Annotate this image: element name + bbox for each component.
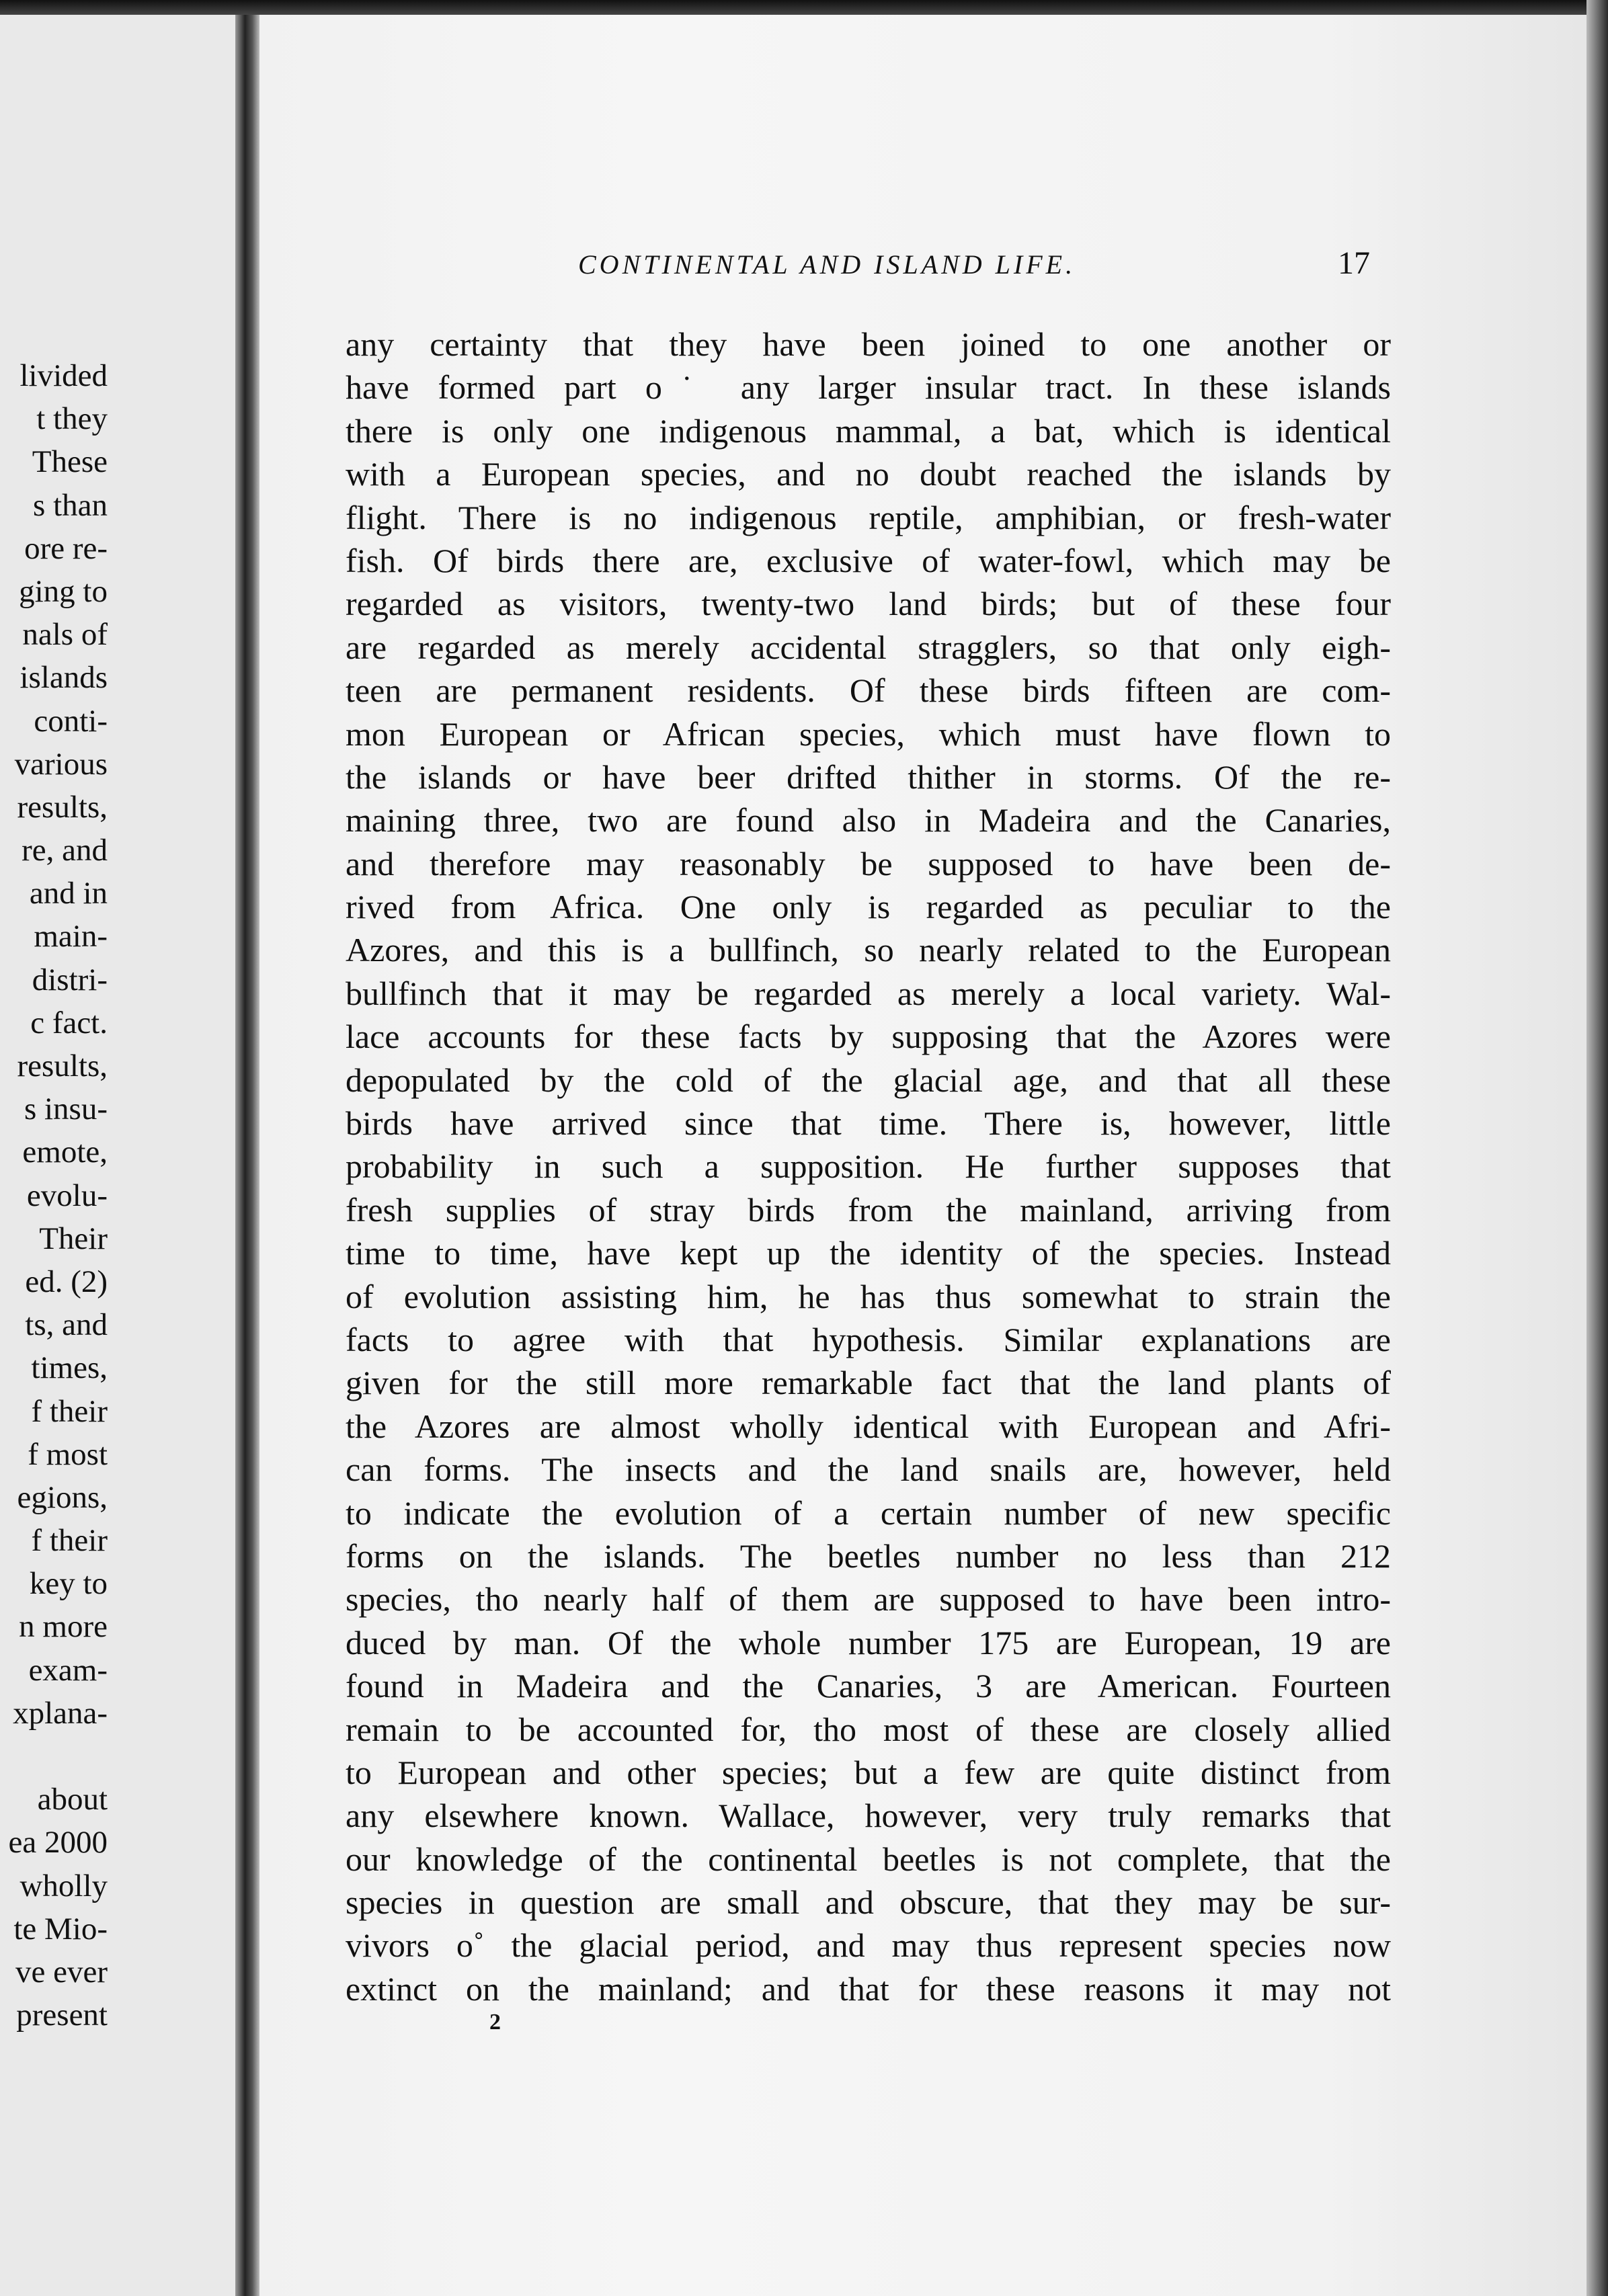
left-page-line: times, bbox=[31, 1350, 108, 1386]
left-page-line: ve ever bbox=[15, 1954, 108, 1990]
body-line: forms on the islands. The beetles number no less than 212 bbox=[346, 1536, 1391, 1575]
body-line: time to time, have kept up the identity of the species. Instead bbox=[346, 1234, 1391, 1272]
body-line: given for the still more remarkable fact that the land plants of bbox=[346, 1364, 1391, 1402]
body-line: species, tho nearly half of them are supposed to have been intro- bbox=[346, 1580, 1391, 1618]
left-page-line: s insu- bbox=[24, 1092, 108, 1127]
left-page-line: about bbox=[37, 1782, 108, 1817]
body-line: any certainty that they have been joined to one another or bbox=[346, 325, 1391, 363]
body-line: mon European or African species, which must have flown to bbox=[346, 714, 1391, 753]
page-number: 17 bbox=[1338, 245, 1370, 281]
body-line: fresh supplies of stray birds from the mainland, arriving from bbox=[346, 1190, 1391, 1229]
body-line: duced by man. Of the whole number 175 are European, 19 are bbox=[346, 1623, 1391, 1662]
body-line: rived from Africa. One only is regarded as peculiar to the bbox=[346, 888, 1391, 926]
body-line: facts to agree with that hypothesis. Similar explanations are bbox=[346, 1320, 1391, 1358]
body-text bbox=[346, 323, 1391, 2010]
body-line: species in question are small and obscure, that they may be sur- bbox=[346, 1883, 1391, 1922]
body-line: of evolution assisting him, he has thus somewhat to strain the bbox=[346, 1277, 1391, 1315]
signature-mark: 2 bbox=[489, 2010, 501, 2035]
left-page-line: key to bbox=[29, 1566, 108, 1602]
body-line: to indicate the evolution of a certain number of new specific bbox=[346, 1493, 1391, 1532]
body-line: have formed part o˙ any larger insular tract. In these islands bbox=[346, 368, 1391, 407]
left-page-line: n more bbox=[19, 1609, 108, 1645]
left-page-line: xplana- bbox=[13, 1695, 108, 1731]
body-line: extinct on the mainland; and that for these reasons it may not bbox=[346, 1969, 1391, 2008]
body-line: our knowledge of the continental beetles is not complete, that the bbox=[346, 1840, 1391, 1878]
body-line: to European and other species; but a few are quite distinct from bbox=[346, 1753, 1391, 1791]
left-page-line: nals of bbox=[22, 617, 108, 653]
left-page-line: present bbox=[16, 1998, 108, 2033]
body-line: found in Madeira and the Canaries, 3 are American. Fourteen bbox=[346, 1667, 1391, 1705]
body-line: fish. Of birds there are, exclusive of water-fowl, which may be bbox=[346, 541, 1391, 579]
body-line: any elsewhere known. Wallace, however, very truly remarks that bbox=[346, 1797, 1391, 1835]
body-line: with a European species, and no doubt reached the islands by bbox=[346, 455, 1391, 493]
left-page-line: t they bbox=[36, 401, 108, 437]
left-page-line: exam- bbox=[28, 1652, 108, 1688]
left-page-line: emote, bbox=[22, 1135, 108, 1170]
left-page-line: These bbox=[32, 444, 108, 480]
body-line: remain to be accounted for, tho most of these are closely allied bbox=[346, 1710, 1391, 1748]
left-page-line: s than bbox=[33, 487, 108, 523]
body-line: bullfinch that it may be regarded as merely a local variety. Wal- bbox=[346, 974, 1391, 1012]
left-page-line: ore re- bbox=[24, 530, 108, 566]
left-page-line: and in bbox=[29, 876, 108, 911]
body-line: regarded as visitors, twenty-two land birds; but of these four bbox=[346, 585, 1391, 623]
left-page-line: f their bbox=[31, 1393, 108, 1429]
left-page-line: various bbox=[14, 746, 108, 782]
book-gutter bbox=[235, 15, 259, 2296]
left-page-line: ea 2000 bbox=[8, 1825, 108, 1860]
left-page-line: ging to bbox=[19, 573, 108, 609]
left-page-line: main- bbox=[34, 919, 108, 954]
left-page-line: egions, bbox=[17, 1479, 108, 1515]
left-page-line: conti- bbox=[34, 703, 108, 739]
left-page-line: re, and bbox=[22, 833, 108, 868]
body-line: there is only one indigenous mammal, a bat, which is identical bbox=[346, 411, 1391, 450]
scan-right-edge bbox=[1586, 0, 1608, 2296]
body-line: birds have arrived since that time. There is, however, little bbox=[346, 1104, 1391, 1143]
left-page-fragment bbox=[0, 15, 235, 2296]
body-line: maining three, two are found also in Madeira and the Canaries, bbox=[346, 801, 1391, 839]
left-page-line: livided bbox=[19, 358, 108, 393]
left-page-line: c fact. bbox=[30, 1005, 108, 1040]
body-line: the Azores are almost wholly identical with European and Afri- bbox=[346, 1407, 1391, 1445]
body-line: Azores, and this is a bullfinch, so nearly related to the European bbox=[346, 931, 1391, 969]
body-line: lace accounts for these facts by supposing that the Azores were bbox=[346, 1018, 1391, 1056]
body-line: flight. There is no indigenous reptile, amphibian, or fresh-water bbox=[346, 498, 1391, 536]
left-page-line: f most bbox=[28, 1436, 108, 1472]
left-page-line: results, bbox=[17, 789, 108, 825]
body-line: and therefore may reasonably be supposed to have been de- bbox=[346, 844, 1391, 883]
left-page-line: wholly bbox=[19, 1868, 108, 1903]
left-page-line: Their bbox=[39, 1221, 108, 1256]
running-head: CONTINENTAL AND ISLAND LIFE. bbox=[578, 249, 1076, 280]
body-line: teen are permanent residents. Of these birds fifteen are com- bbox=[346, 671, 1391, 710]
body-line: can forms. The insects and the land snails are, however, held bbox=[346, 1450, 1391, 1489]
left-page-line: te Mio- bbox=[13, 1911, 108, 1946]
left-page-line: evolu- bbox=[26, 1178, 108, 1213]
left-page-line: ts, and bbox=[25, 1307, 108, 1343]
scan-top-edge bbox=[0, 0, 1608, 15]
left-page-line: ed. (2) bbox=[25, 1264, 108, 1299]
body-line: the islands or have beer drifted thither in storms. Of the re- bbox=[346, 757, 1391, 796]
left-page-line: distri- bbox=[32, 962, 108, 997]
body-line: are regarded as merely accidental stragglers, so that only eigh- bbox=[346, 628, 1391, 666]
left-page-line: f their bbox=[31, 1523, 108, 1559]
body-line: vivors o˚ the glacial period, and may thus represent species now bbox=[346, 1926, 1391, 1965]
left-page-text bbox=[0, 354, 108, 2037]
body-line: depopulated by the cold of the glacial age, and that all these bbox=[346, 1061, 1391, 1099]
left-page-line bbox=[0, 1735, 108, 1778]
body-line: probability in such a supposition. He further supposes that bbox=[346, 1147, 1391, 1186]
left-page-line: islands bbox=[19, 660, 108, 696]
left-page-line: results, bbox=[17, 1049, 108, 1083]
